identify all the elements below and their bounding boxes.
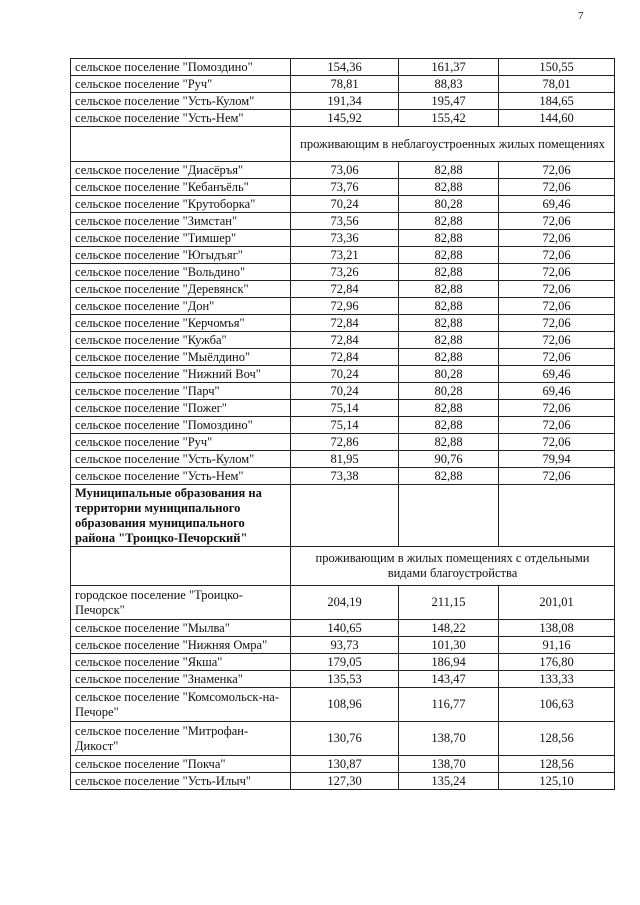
row-name: сельское поселение "Диасёръя" xyxy=(71,162,291,179)
table-row xyxy=(71,349,615,366)
row-name: сельское поселение "Мыёлдино" xyxy=(71,349,291,366)
row-value-1: 204,19 xyxy=(291,586,399,620)
row-value-3: 69,46 xyxy=(499,196,615,213)
row-value-1: 191,34 xyxy=(291,93,399,110)
row-value-1: 73,38 xyxy=(291,468,399,485)
row-value-3: 72,06 xyxy=(499,417,615,434)
section-title-c: проживающим в жилых помещениях с отдельными видами благоустройства xyxy=(291,547,615,586)
row-name: сельское поселение "Усть-Нем" xyxy=(71,110,291,127)
row-value-3: 72,06 xyxy=(499,332,615,349)
row-value-3: 133,33 xyxy=(499,671,615,688)
row-value-2: 143,47 xyxy=(399,671,499,688)
row-name: сельское поселение "Вольдино" xyxy=(71,264,291,281)
empty-cell xyxy=(499,485,615,547)
row-value-1: 78,81 xyxy=(291,76,399,93)
row-name: сельское поселение "Мылва" xyxy=(71,620,291,637)
row-value-3: 138,08 xyxy=(499,620,615,637)
table-row xyxy=(71,756,615,773)
row-name: сельское поселение "Югыдъяг" xyxy=(71,247,291,264)
table-row xyxy=(71,637,615,654)
row-value-3: 72,06 xyxy=(499,281,615,298)
table-group-a xyxy=(71,59,615,127)
row-value-3: 144,60 xyxy=(499,110,615,127)
row-value-2: 80,28 xyxy=(399,383,499,400)
row-value-3: 150,55 xyxy=(499,59,615,76)
table-row xyxy=(71,213,615,230)
row-value-3: 78,01 xyxy=(499,76,615,93)
row-name: сельское поселение "Митрофан-Дикост" xyxy=(71,722,291,756)
table-row xyxy=(71,315,615,332)
row-name: сельское поселение "Деревянск" xyxy=(71,281,291,298)
row-value-3: 72,06 xyxy=(499,264,615,281)
row-value-3: 69,46 xyxy=(499,366,615,383)
row-value-1: 70,24 xyxy=(291,366,399,383)
row-value-3: 72,06 xyxy=(499,434,615,451)
row-value-2: 82,88 xyxy=(399,315,499,332)
row-value-1: 73,76 xyxy=(291,179,399,196)
row-name: сельское поселение "Руч" xyxy=(71,434,291,451)
row-value-2: 82,88 xyxy=(399,247,499,264)
table-row xyxy=(71,76,615,93)
row-name: сельское поселение "Парч" xyxy=(71,383,291,400)
table-row xyxy=(71,332,615,349)
row-value-2: 135,24 xyxy=(399,773,499,790)
row-value-2: 82,88 xyxy=(399,468,499,485)
row-name: сельское поселение "Крутоборка" xyxy=(71,196,291,213)
row-value-3: 72,06 xyxy=(499,247,615,264)
table-row xyxy=(71,773,615,790)
row-value-3: 184,65 xyxy=(499,93,615,110)
row-value-1: 75,14 xyxy=(291,417,399,434)
table-row xyxy=(71,247,615,264)
row-name: сельское поселение "Нижний Воч" xyxy=(71,366,291,383)
table-row xyxy=(71,383,615,400)
table-row xyxy=(71,298,615,315)
row-value-3: 69,46 xyxy=(499,383,615,400)
row-name: сельское поселение "Нижняя Омра" xyxy=(71,637,291,654)
row-value-1: 135,53 xyxy=(291,671,399,688)
row-value-3: 201,01 xyxy=(499,586,615,620)
row-name: сельское поселение "Пожег" xyxy=(71,400,291,417)
table-row xyxy=(71,620,615,637)
table-row xyxy=(71,59,615,76)
table-row xyxy=(71,230,615,247)
row-value-1: 73,26 xyxy=(291,264,399,281)
row-value-3: 72,06 xyxy=(499,400,615,417)
table-row xyxy=(71,264,615,281)
row-value-1: 108,96 xyxy=(291,688,399,722)
table-row xyxy=(71,468,615,485)
row-value-1: 145,92 xyxy=(291,110,399,127)
row-value-3: 72,06 xyxy=(499,315,615,332)
section-header-c xyxy=(71,485,615,586)
table-row xyxy=(71,654,615,671)
row-name: сельское поселение "Зимстан" xyxy=(71,213,291,230)
row-name: сельское поселение "Усть-Кулом" xyxy=(71,93,291,110)
row-name: сельское поселение "Помоздино" xyxy=(71,417,291,434)
section-empty-cell xyxy=(71,127,291,162)
row-value-1: 127,30 xyxy=(291,773,399,790)
table-row xyxy=(71,179,615,196)
row-value-2: 186,94 xyxy=(399,654,499,671)
row-value-2: 116,77 xyxy=(399,688,499,722)
row-value-3: 91,16 xyxy=(499,637,615,654)
row-value-1: 72,84 xyxy=(291,281,399,298)
section-empty-cell xyxy=(71,547,291,586)
row-value-3: 72,06 xyxy=(499,349,615,366)
table-row xyxy=(71,93,615,110)
section-title-b: проживающим в неблагоустроенных жилых помещениях xyxy=(291,127,615,162)
row-value-3: 72,06 xyxy=(499,230,615,247)
row-value-2: 82,88 xyxy=(399,281,499,298)
tariff-table xyxy=(70,58,615,790)
row-value-2: 90,76 xyxy=(399,451,499,468)
row-value-1: 130,87 xyxy=(291,756,399,773)
row-value-1: 154,36 xyxy=(291,59,399,76)
row-value-1: 72,84 xyxy=(291,332,399,349)
row-name: сельское поселение "Керчомъя" xyxy=(71,315,291,332)
row-value-3: 72,06 xyxy=(499,162,615,179)
row-value-2: 138,70 xyxy=(399,722,499,756)
row-value-2: 82,88 xyxy=(399,230,499,247)
row-value-1: 70,24 xyxy=(291,196,399,213)
table-row xyxy=(71,722,615,756)
row-name: сельское поселение "Кужба" xyxy=(71,332,291,349)
table-group-b xyxy=(71,162,615,485)
row-value-2: 82,88 xyxy=(399,349,499,366)
row-name: сельское поселение "Кебанъёль" xyxy=(71,179,291,196)
row-value-1: 72,86 xyxy=(291,434,399,451)
row-name: сельское поселение "Якша" xyxy=(71,654,291,671)
row-value-2: 82,88 xyxy=(399,213,499,230)
row-value-2: 161,37 xyxy=(399,59,499,76)
row-value-1: 73,36 xyxy=(291,230,399,247)
row-value-3: 72,06 xyxy=(499,213,615,230)
table-row xyxy=(71,400,615,417)
table-row xyxy=(71,586,615,620)
row-name: сельское поселение "Знаменка" xyxy=(71,671,291,688)
table-row xyxy=(71,688,615,722)
row-value-1: 72,84 xyxy=(291,315,399,332)
table-row xyxy=(71,451,615,468)
row-name: сельское поселение "Покча" xyxy=(71,756,291,773)
municipality-heading: Муниципальные образования на территории муниципального образования муниципального района "Троицко-Печорский" xyxy=(71,485,291,547)
row-value-3: 72,06 xyxy=(499,179,615,196)
row-value-2: 82,88 xyxy=(399,417,499,434)
row-value-3: 128,56 xyxy=(499,722,615,756)
row-value-2: 82,88 xyxy=(399,434,499,451)
row-value-1: 140,65 xyxy=(291,620,399,637)
row-value-1: 93,73 xyxy=(291,637,399,654)
row-value-3: 125,10 xyxy=(499,773,615,790)
row-value-1: 73,06 xyxy=(291,162,399,179)
row-value-2: 82,88 xyxy=(399,264,499,281)
empty-cell xyxy=(399,485,499,547)
row-value-2: 138,70 xyxy=(399,756,499,773)
row-value-2: 82,88 xyxy=(399,162,499,179)
row-value-3: 128,56 xyxy=(499,756,615,773)
row-name: сельское поселение "Дон" xyxy=(71,298,291,315)
row-name: сельское поселение "Усть-Илыч" xyxy=(71,773,291,790)
row-value-2: 155,42 xyxy=(399,110,499,127)
row-name: сельское поселение "Помоздино" xyxy=(71,59,291,76)
table-row xyxy=(71,196,615,213)
row-value-2: 82,88 xyxy=(399,298,499,315)
section-header-b xyxy=(71,127,615,162)
row-name: сельское поселение "Руч" xyxy=(71,76,291,93)
table-row xyxy=(71,281,615,298)
row-name: сельское поселение "Усть-Кулом" xyxy=(71,451,291,468)
row-value-1: 73,56 xyxy=(291,213,399,230)
row-value-3: 79,94 xyxy=(499,451,615,468)
row-value-2: 82,88 xyxy=(399,332,499,349)
row-name: сельское поселение "Тимшер" xyxy=(71,230,291,247)
row-value-1: 70,24 xyxy=(291,383,399,400)
table-row xyxy=(71,162,615,179)
table-row xyxy=(71,366,615,383)
table-group-c xyxy=(71,586,615,790)
row-value-1: 81,95 xyxy=(291,451,399,468)
row-value-2: 82,88 xyxy=(399,179,499,196)
row-value-3: 176,80 xyxy=(499,654,615,671)
page-number: 7 xyxy=(578,10,584,22)
row-value-1: 75,14 xyxy=(291,400,399,417)
row-value-2: 148,22 xyxy=(399,620,499,637)
row-value-1: 179,05 xyxy=(291,654,399,671)
row-value-2: 82,88 xyxy=(399,400,499,417)
row-value-2: 211,15 xyxy=(399,586,499,620)
empty-cell xyxy=(291,485,399,547)
row-value-2: 101,30 xyxy=(399,637,499,654)
row-value-1: 72,84 xyxy=(291,349,399,366)
row-value-3: 106,63 xyxy=(499,688,615,722)
row-value-2: 88,83 xyxy=(399,76,499,93)
row-value-2: 195,47 xyxy=(399,93,499,110)
row-name: городское поселение "Троицко-Печорск" xyxy=(71,586,291,620)
table-row xyxy=(71,434,615,451)
row-value-3: 72,06 xyxy=(499,298,615,315)
row-value-1: 72,96 xyxy=(291,298,399,315)
row-value-3: 72,06 xyxy=(499,468,615,485)
table-row xyxy=(71,417,615,434)
row-value-1: 73,21 xyxy=(291,247,399,264)
table-row xyxy=(71,110,615,127)
row-value-2: 80,28 xyxy=(399,366,499,383)
table-row xyxy=(71,671,615,688)
row-value-1: 130,76 xyxy=(291,722,399,756)
row-name: сельское поселение "Усть-Нем" xyxy=(71,468,291,485)
row-value-2: 80,28 xyxy=(399,196,499,213)
row-name: сельское поселение "Комсомольск-на-Печоре" xyxy=(71,688,291,722)
